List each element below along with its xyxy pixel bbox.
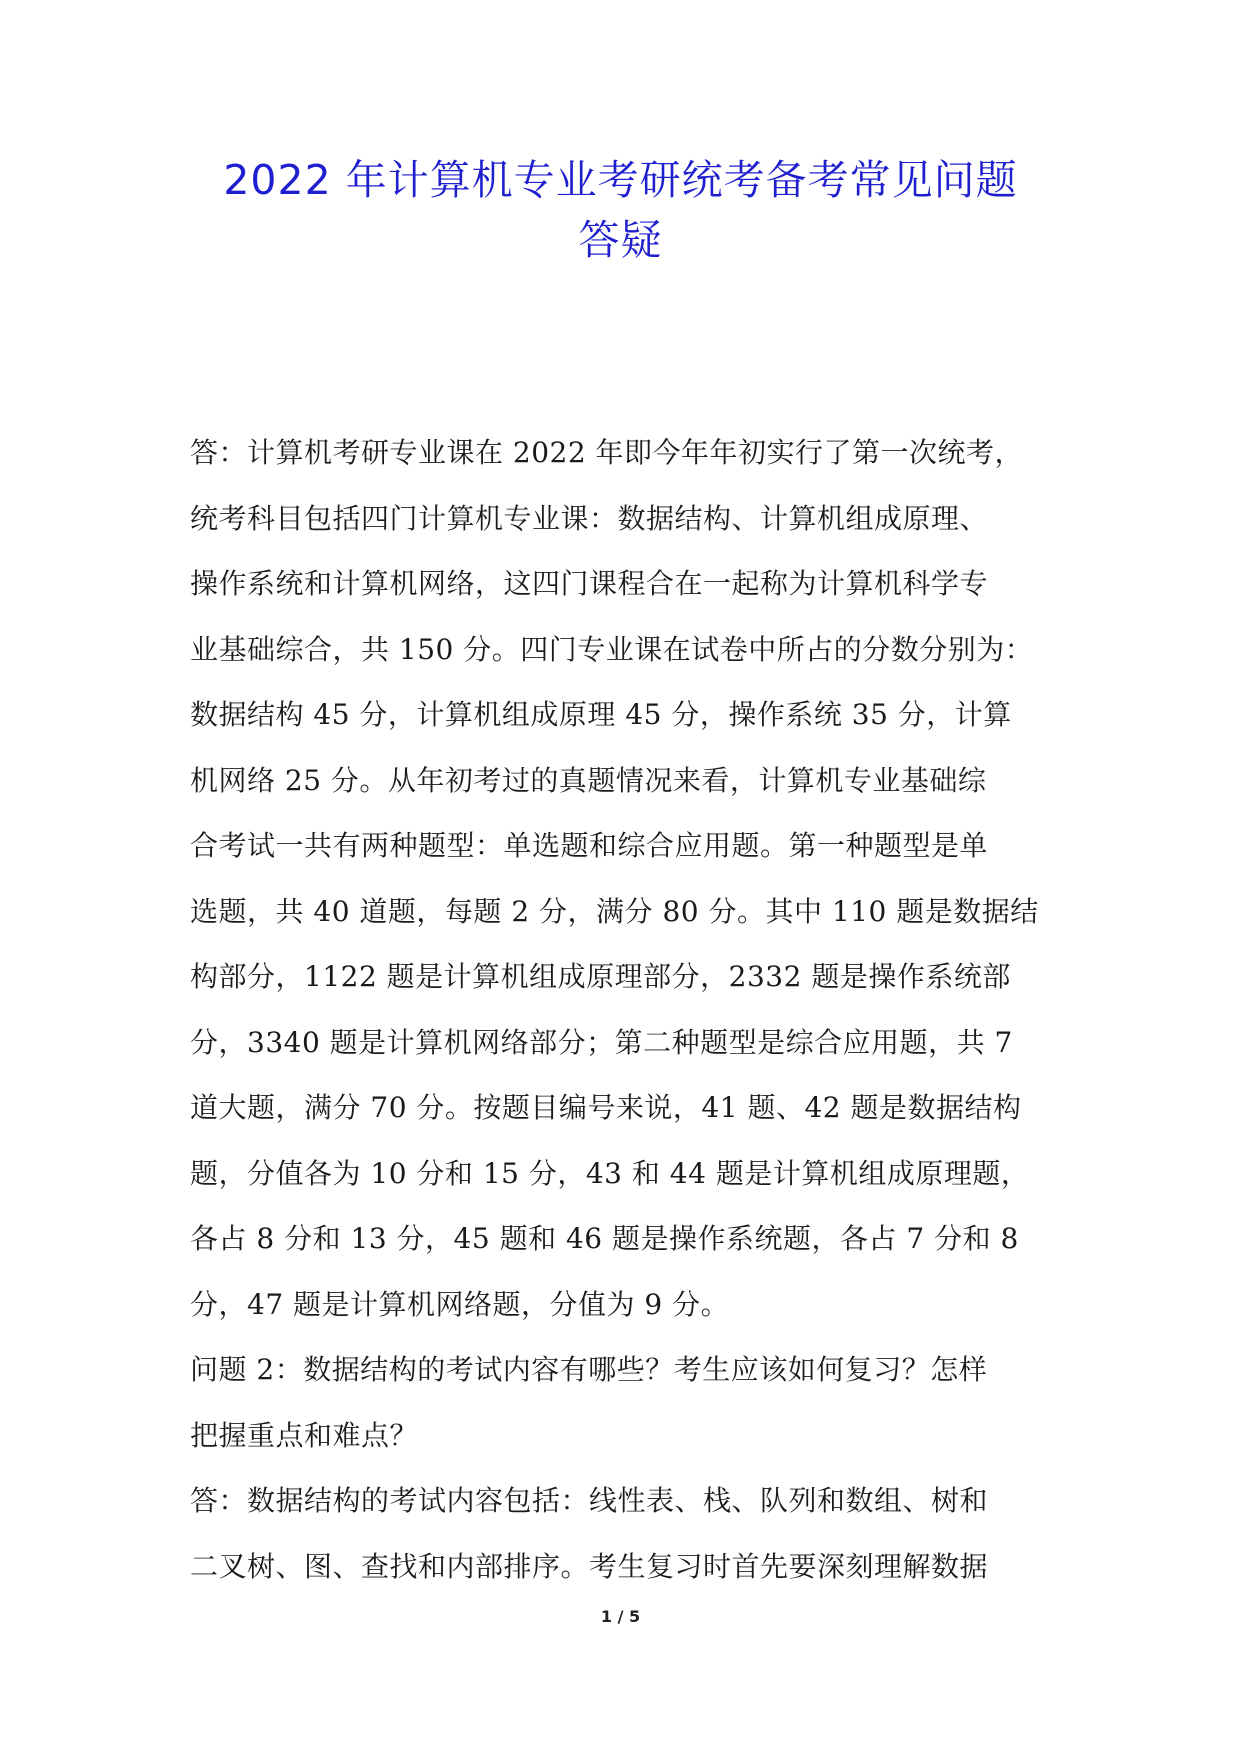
body-line: 统考科目包括四门计算机专业课：数据结构、计算机组成原理、 xyxy=(190,501,989,535)
question-line: 问题 2：数据结构的考试内容有哪些？考生应该如何复习？怎样 xyxy=(190,1353,988,1386)
body-line: 数据结构 45 分，计算机组成原理 45 分，操作系统 35 分，计算 xyxy=(190,698,1012,731)
body-line: 答：计算机考研专业课在 2022 年即今年年初实行了第一次统考， xyxy=(190,436,1024,469)
body-line: 机网络 25 分。从年初考过的真题情况来看，计算机专业基础综 xyxy=(190,763,987,797)
page-number: 1 / 5 xyxy=(600,1607,641,1626)
body-line: 分，47 题是计算机网络题，分值为 9 分。 xyxy=(190,1287,730,1321)
title-line-2: 答疑 xyxy=(578,216,663,264)
body-line: 选题，共 40 道题，每题 2 分，满分 80 分。其中 110 题是数据结 xyxy=(190,894,1039,928)
body-line: 题，分值各为 10 分和 15 分，43 和 44 题是计算机组成原理题， xyxy=(190,1156,1030,1190)
body-line: 分，3340 题是计算机网络部分；第二种题型是综合应用题，共 7 xyxy=(190,1025,1013,1059)
title-line-1: 2022 年计算机专业考研统考备考常见问题 xyxy=(223,156,1018,204)
body-line: 道大题，满分 70 分。按题目编号来说，41 题、42 题是数据结构 xyxy=(190,1091,1022,1124)
question-line: 把握重点和难点？ xyxy=(190,1418,419,1452)
body-line: 合考试一共有两种题型：单选题和综合应用题。第一种题型是单 xyxy=(190,829,989,862)
body-line: 构部分，1122 题是计算机组成原理部分，2332 题是操作系统部 xyxy=(190,960,1011,993)
document-title xyxy=(150,150,1091,270)
body-line: 二叉树、图、查找和内部排序。考生复习时首先要深刻理解数据 xyxy=(190,1549,989,1583)
body-line: 业基础综合，共 150 分。四门专业课在试卷中所占的分数分别为： xyxy=(190,632,1034,666)
body-line: 操作系统和计算机网络，这四门课程合在一起称为计算机科学专 xyxy=(190,567,989,600)
body-line: 答：数据结构的考试内容包括：线性表、栈、队列和数组、树和 xyxy=(190,1484,989,1517)
body-text xyxy=(190,420,1070,1599)
body-line: 各占 8 分和 13 分，45 题和 46 题是操作系统题，各占 7 分和 8 xyxy=(190,1222,1019,1255)
